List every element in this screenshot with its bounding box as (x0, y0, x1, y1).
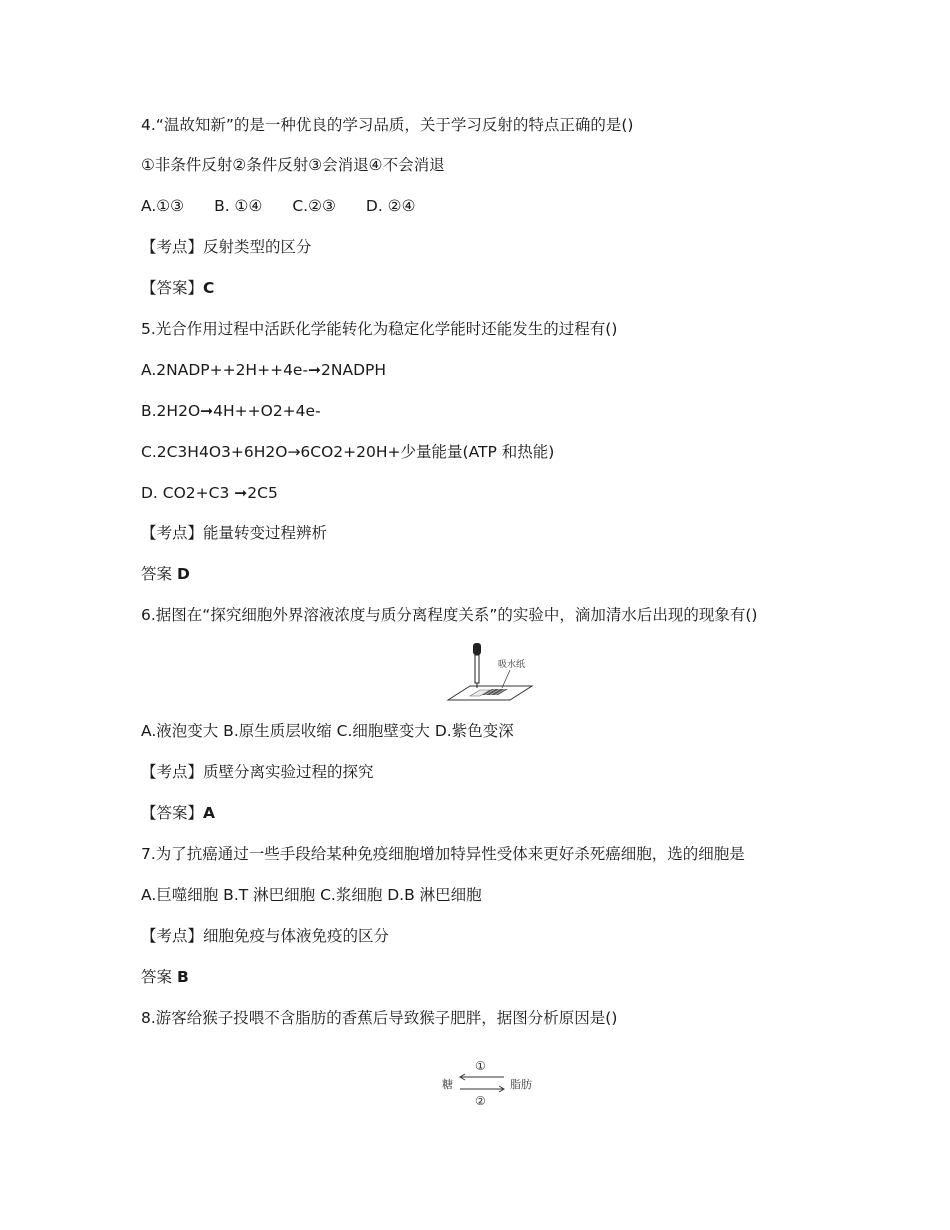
q4-items: ①非条件反射②条件反射③会消退④不会消退 (141, 156, 445, 174)
q7-answer (141, 967, 189, 987)
q5-option-a: A.2NADP++2H++4e-➞2NADPH (141, 361, 387, 379)
q5-option-d: D. CO2+C3 ➞2C5 (141, 484, 278, 502)
q6-answer (141, 803, 215, 823)
q7-stem: 7.为了抗癌通过一些手段给某种免疫细胞增加特异性受体来更好杀死癌细胞，选的细胞是 (141, 845, 745, 863)
q4-options (141, 196, 445, 216)
answer-label: 【答案】 (141, 804, 204, 822)
q6-figure-label: 吸水纸 (498, 660, 526, 670)
q7-options: A.巨噬细胞 B.T 淋巴细胞 C.浆细胞 D.B 淋巴细胞 (141, 886, 482, 904)
q6-stem: 6.据图在“探究细胞外界溶液浓度与质分离程度关系”的实验中，滴加清水后出现的现象有() (141, 606, 758, 624)
kaodian-label: 【考点】 (141, 927, 204, 945)
q6-kaodian (141, 762, 374, 782)
q4-answer (141, 278, 214, 298)
q4-option-d: D. ②④ (365, 197, 416, 215)
answer-value: A (203, 804, 216, 822)
answer-label: 答案 (141, 565, 177, 583)
q4-option-c: C.②③ (292, 197, 336, 215)
q8-figure-left: 糖 (442, 1078, 453, 1091)
kaodian-label: 【考点】 (141, 238, 204, 256)
q8-figure-right: 脂肪 (510, 1078, 532, 1091)
q5-option-b: B.2H2O➞4H++O2+4e- (141, 402, 321, 420)
kaodian-text: 质壁分离实验过程的探究 (203, 763, 374, 781)
q4-option-b: B. ①④ (214, 197, 263, 215)
answer-value: C (203, 279, 215, 297)
q8-figure-top: ① (475, 1059, 486, 1073)
answer-value: B (176, 968, 189, 986)
kaodian-text: 反射类型的区分 (203, 238, 312, 256)
kaodian-text: 能量转变过程辨析 (203, 524, 328, 542)
q4-stem: 4.“温故知新”的是一种优良的学习品质，关于学习反射的特点正确的是() (141, 116, 634, 134)
answer-value: D (176, 565, 190, 583)
q6-options: A.液泡变大 B.原生质层收缩 C.细胞壁变大 D.紫色变深 (141, 722, 514, 740)
kaodian-label: 【考点】 (141, 524, 204, 542)
kaodian-text: 细胞免疫与体液免疫的区分 (203, 927, 390, 945)
q8-figure-sugar-fat (440, 1055, 550, 1111)
q5-kaodian (141, 523, 327, 543)
q8-figure-bottom: ② (475, 1094, 486, 1108)
q4-kaodian (141, 237, 312, 257)
answer-label: 答案 (141, 968, 177, 986)
answer-label: 【答案】 (141, 279, 204, 297)
q4-option-a: A.①③ (141, 197, 185, 215)
q8-stem: 8.游客给猴子投喂不含脂肪的香蕉后导致猴子肥胖，据图分析原因是() (141, 1009, 618, 1027)
q5-stem: 5.光合作用过程中活跃化学能转化为稳定化学能时还能发生的过程有() (141, 320, 618, 338)
q5-answer (141, 564, 190, 584)
q6-figure-dropper-slide (440, 640, 540, 706)
q5-option-c: C.2C3H4O3+6H2O→6CO2+20H+少量能量(ATP 和热能) (141, 443, 555, 461)
kaodian-label: 【考点】 (141, 763, 204, 781)
q7-kaodian (141, 926, 389, 946)
